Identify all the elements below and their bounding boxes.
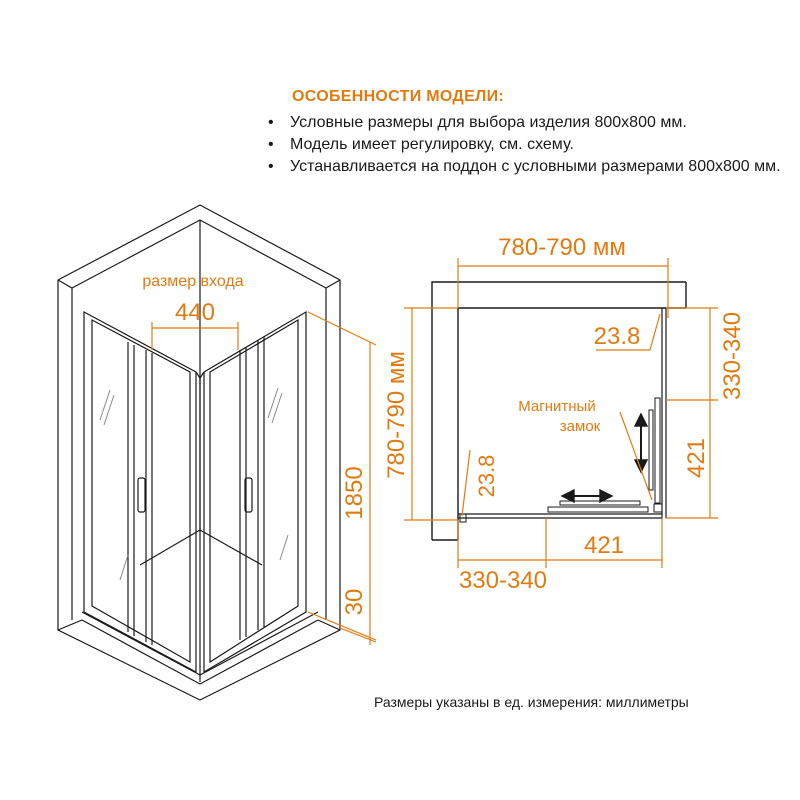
slide-arrow-horizontal — [562, 490, 612, 502]
bottom-fixed-label: 421 — [583, 532, 625, 559]
magnet-lock-label-1: Магнитный — [518, 398, 596, 415]
base-value: 30 — [341, 588, 368, 616]
feature-item: • Устанавливается на поддон с условными размерами 800х800 мм. — [262, 156, 792, 178]
feature-item: • Условные размеры для выбора изделия 800х800 мм. — [262, 112, 792, 134]
feature-item: • Модель имеет регулировку, см. схему. — [262, 134, 792, 156]
slide-arrow-vertical — [635, 414, 647, 472]
height-value: 1850 — [341, 466, 368, 520]
right-fixed-label: 421 — [683, 437, 710, 479]
right-adjust-label: 330-340 — [719, 311, 746, 401]
features-title: ОСОБЕННОСТИ МОДЕЛИ: — [292, 88, 505, 105]
entrance-label: размер входа — [142, 273, 244, 290]
units-footnote: Размеры указаны в ед. измерения: миллиметры — [374, 694, 689, 710]
bottom-adjust-label: 330-340 — [458, 567, 548, 594]
entrance-value: 440 — [174, 299, 216, 326]
profile-left-label: 23.8 — [474, 454, 499, 498]
magnet-lock-label-2: замок — [559, 418, 601, 435]
profile-top-label: 23.8 — [593, 323, 641, 350]
left-door-handle — [138, 478, 145, 512]
left-depth-label: 780-790 мм — [383, 351, 410, 479]
top-width-label: 780-790 мм — [498, 234, 626, 261]
